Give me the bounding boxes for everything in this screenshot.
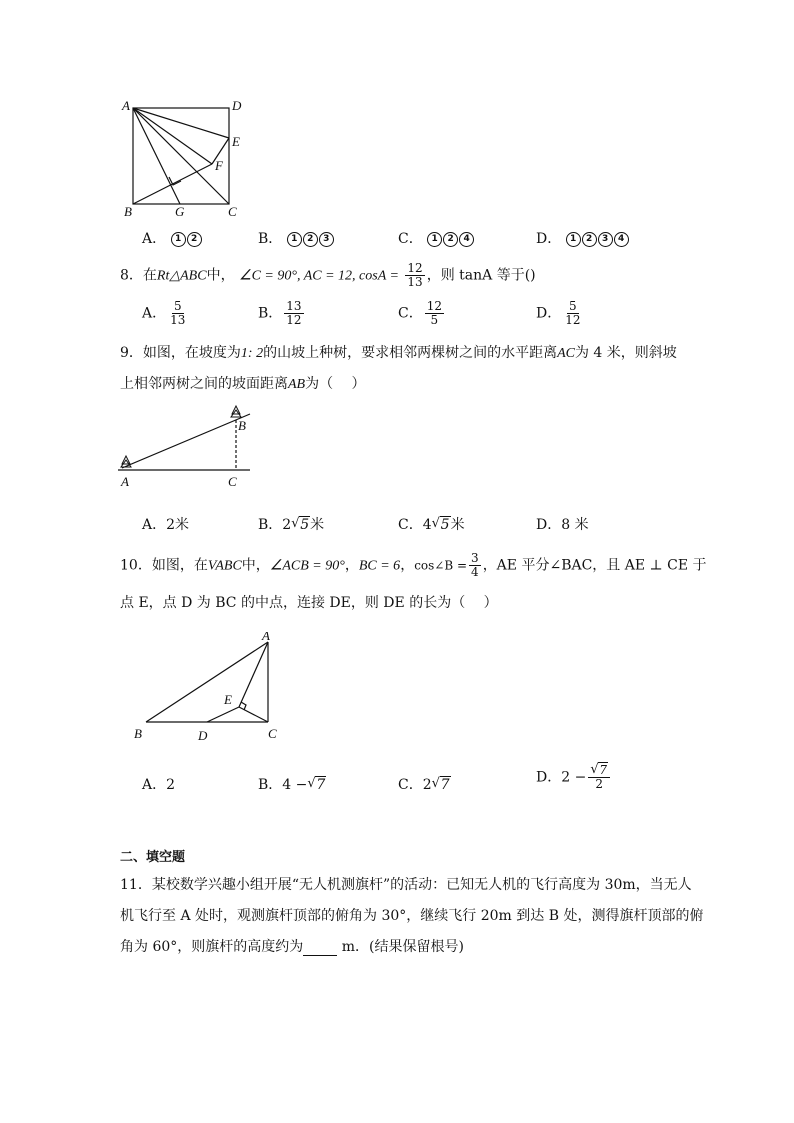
q7-option-b — [258, 228, 335, 248]
q7-label-G: G — [175, 204, 185, 219]
answer-blank[interactable] — [303, 942, 337, 956]
q8-number: 8．在 — [120, 267, 157, 284]
circled-number-icon: 1 — [566, 232, 581, 247]
q7-option-a-letter: A． — [142, 231, 167, 247]
q8-stem — [120, 262, 536, 290]
q11-line2: 机飞行至 A 处时，观测旗杆顶部的俯角为 30°，继续飞行 20m 到达 B 处，测得旗杆顶部的俯 — [120, 908, 704, 924]
q9-figure — [112, 400, 262, 495]
q8-mid: 中， — [206, 267, 235, 284]
q7-option-c — [398, 228, 475, 248]
q9-label-A: A — [121, 474, 129, 489]
q9-option-d: D．8 米 — [536, 517, 589, 533]
q7-option-b-letter: B． — [258, 231, 283, 247]
circled-number-icon: 3 — [598, 232, 613, 247]
q7-option-d-letter: D． — [536, 231, 562, 247]
tree-icon — [121, 406, 241, 467]
q8-option-c: C． $\frac{12}{5}$ — [398, 299, 442, 327]
q10-option-c: C．2√ 7 — [398, 774, 451, 794]
q10-label-C: C — [268, 726, 277, 741]
circled-number-icon: 2 — [443, 232, 458, 247]
q9-line1: 9．如图，在坡度为1: 2的山坡上种树，要求相邻两棵树之间的水平距离AC为 4 米，则斜坡 — [120, 345, 677, 361]
section-title: 二、填空题 — [120, 850, 186, 865]
circled-number-icon: 1 — [427, 232, 442, 247]
q8-triangle: Rt△ABC — [156, 268, 207, 284]
q7-option-c-letter: C． — [398, 231, 423, 247]
q10-label-B: B — [134, 726, 142, 741]
q11-line1: 11．某校数学兴趣小组开展“无人机测旗杆”的活动：已知无人机的飞行高度为 30m，当无人 — [120, 877, 692, 893]
q10-label-A: A — [262, 632, 270, 643]
circled-number-icon: 1 — [171, 232, 186, 247]
q10-label-D: D — [198, 728, 208, 743]
circled-number-icon: 2 — [303, 232, 318, 247]
q7-label-C: C — [228, 204, 237, 219]
circled-number-icon: 1 — [287, 232, 302, 247]
q10-label-E: E — [224, 692, 232, 707]
q7-label-B: B — [124, 204, 132, 219]
q9-label-B: B — [238, 418, 246, 433]
circled-number-icon: 2 — [582, 232, 597, 247]
q9-option-a: A．2米 — [142, 517, 190, 533]
q8-option-d: D． $\frac{5}{12}$ — [536, 299, 581, 327]
q9-option-b: B．2√ 5米 — [258, 514, 324, 534]
q8-option-a: A． $\frac{5}{13}$ — [142, 299, 186, 327]
q7-option-d — [536, 228, 630, 248]
q9-line2: 上相邻两树之间的坡面距离AB为（ ） — [120, 376, 366, 392]
q10-option-b: B．4 −√ 7 — [258, 774, 326, 794]
circled-number-icon: 4 — [459, 232, 474, 247]
q10-line1: 10．如图，在VABC中，∠ACB = 90°，BC = 6，cos∠B = $\frac{3}{4}$ ，AE 平分∠BAC，且 AE ⊥ CE 于 — [120, 551, 707, 579]
q7-label-D: D — [232, 98, 242, 113]
q8-condition: ∠C = 90°, AC = 12, cosA = — [239, 268, 399, 284]
q10-line2: 点 E，点 D 为 BC 的中点，连接 DE，则 DE 的长为（ ） — [120, 595, 498, 611]
q9-option-c: C．4√ 5米 — [398, 514, 465, 534]
q10-figure — [128, 632, 293, 747]
circled-number-icon: 3 — [319, 232, 334, 247]
q7-option-a — [142, 228, 203, 248]
q7-label-E: E — [232, 134, 240, 149]
q11-line3: 角为 60°，则旗杆的高度约为 m．(结果保留根号) — [120, 939, 464, 955]
q7-label-F: F — [215, 158, 223, 173]
q9-label-C: C — [228, 474, 237, 489]
q7-figure — [118, 96, 258, 221]
circled-number-icon: 2 — [187, 232, 202, 247]
q8-option-b: B． $\frac{13}{12}$ — [258, 299, 302, 327]
q8-fraction: $\frac{12}{13}$ — [407, 261, 423, 289]
q8-tail: ，则 tanA 等于() — [426, 267, 536, 284]
q10-option-a: A．2 — [142, 777, 176, 793]
q10-option-d: D．2 − √ $\frac{7}{2}$ — [536, 764, 612, 791]
q7-label-A: A — [122, 98, 130, 113]
circled-number-icon: 4 — [614, 232, 629, 247]
